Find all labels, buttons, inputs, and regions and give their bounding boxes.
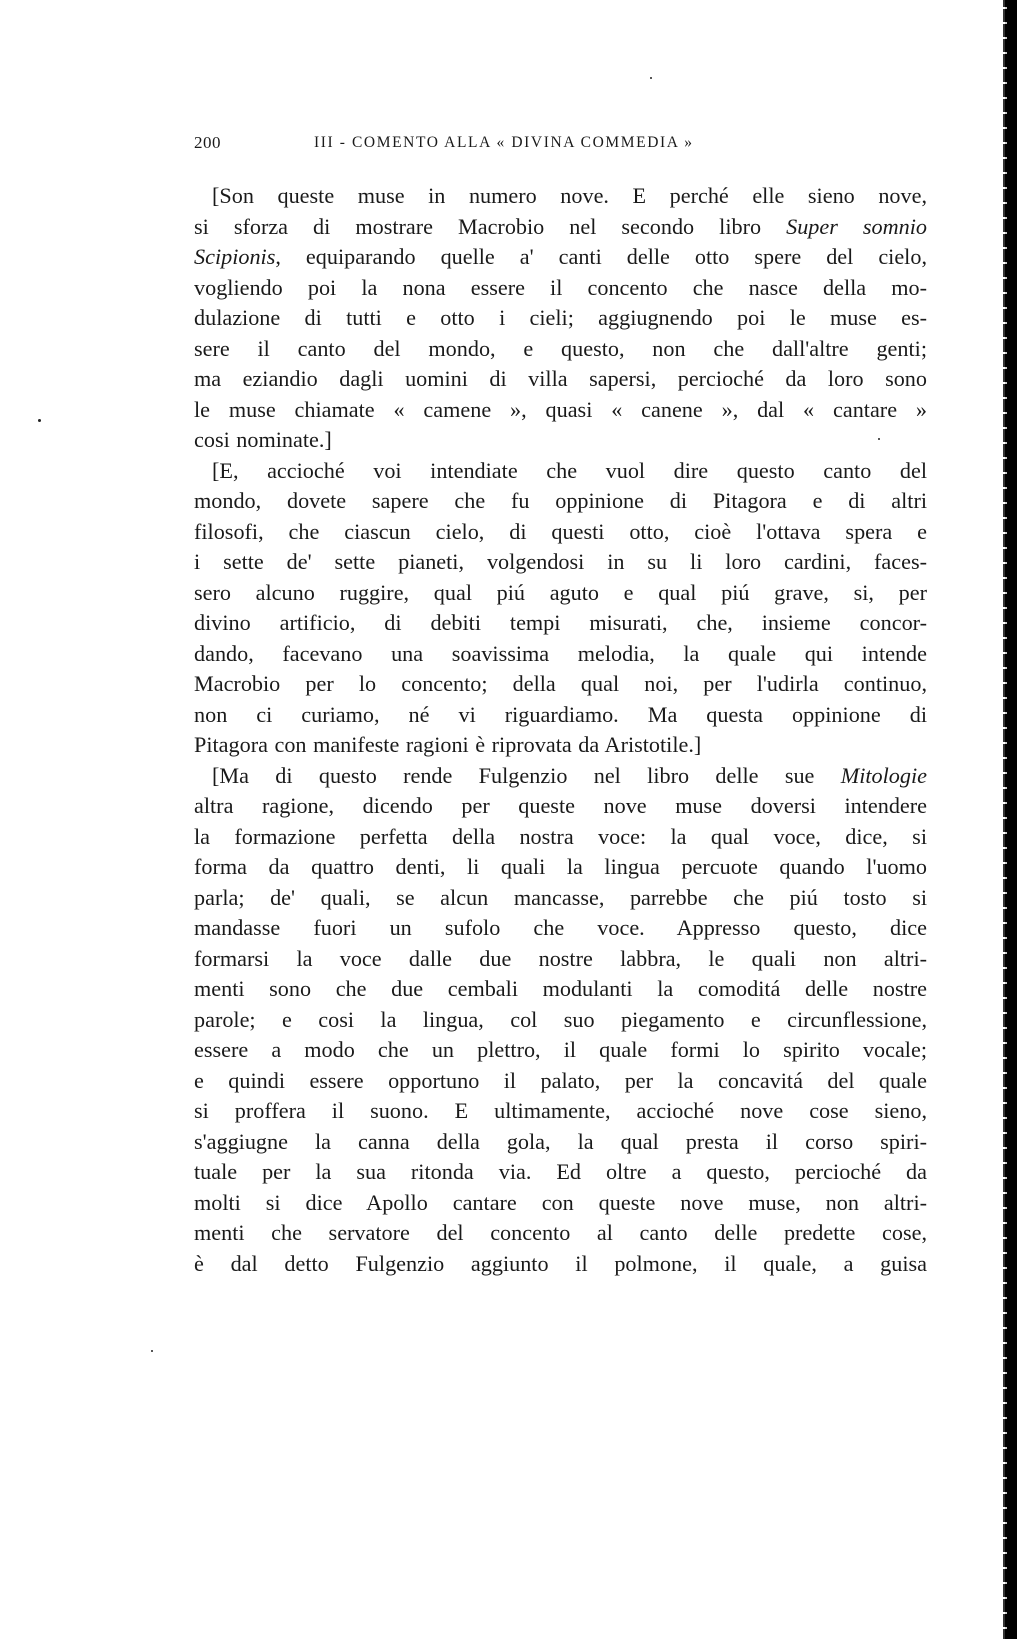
- text-line: menti sono che due cembali modulanti la comoditá delle nostre: [194, 976, 927, 1001]
- text-line: la formazione perfetta della nostra voce: la qual voce, dice, si: [194, 823, 927, 849]
- text-line: Macrobio per lo concento; della qual noi, per l'udirla continuo,: [194, 671, 927, 696]
- text-line: vogliendo poi la nona essere il concento che nasce della mo-: [194, 274, 927, 300]
- text-segment: [Ma di questo rende Fulgenzio nel libro delle sue: [212, 762, 841, 788]
- text-line: le muse chiamate « camene », quasi « canene », dal « cantare »: [194, 396, 927, 422]
- italic-title: Mitologie: [840, 762, 927, 788]
- text-line: forma da quattro denti, li quali la lingua percuote quando l'uomo: [194, 854, 927, 879]
- text-segment: si sforza di mostrare Macrobio nel secondo libro: [194, 213, 787, 239]
- text-line: parole; e cosi la lingua, col suo piegamento e circunflessione,: [194, 1006, 927, 1032]
- text-line: dando, facevano una soavissima melodia, la quale qui intende: [194, 640, 927, 666]
- text-line: non ci curiamo, né vi riguardiamo. Ma questa oppinione di: [194, 701, 927, 727]
- body-text: [194, 181, 927, 1279]
- text-line: tuale per la sua ritonda via. Ed oltre a questo, percioché da: [194, 1159, 927, 1184]
- text-line: [194, 761, 927, 792]
- text-line: essere a modo che un plettro, il quale formi lo spirito vocale;: [194, 1037, 927, 1062]
- text-line: si proffera il suono. E ultimamente, accioché nove cose sieno,: [194, 1098, 927, 1123]
- italic-title: Super somnio: [786, 213, 927, 239]
- text-line: cosi nominate.]: [194, 427, 332, 452]
- text-line: formarsi la voce dalle due nostre labbra, le quali non altri-: [194, 945, 927, 971]
- text-line: filosofi, che ciascun cielo, di questi otto, cioè l'ottava spera e: [194, 518, 927, 544]
- text-line: [194, 242, 927, 273]
- italic-title: Scipionis: [194, 244, 276, 269]
- text-line: divino artificio, di debiti tempi misurati, che, insieme concor-: [194, 610, 927, 635]
- text-line: sere il canto del mondo, e questo, non che dall'altre genti;: [194, 335, 927, 361]
- text-segment: , equiparando quelle a' canti delle otto spere del cielo,: [275, 244, 927, 269]
- text-line: altra ragione, dicendo per queste nove muse doversi intendere: [194, 793, 927, 818]
- scan-border-edge: [1003, 0, 1007, 1639]
- text-line: mondo, dovete sapere che fu oppinione di Pitagora e di altri: [194, 488, 927, 513]
- text-line: molti si dice Apollo cantare con queste nove muse, non altri-: [194, 1189, 927, 1215]
- text-line: menti che servatore del concento al canto delle predette cose,: [194, 1220, 927, 1245]
- text-line: [194, 212, 927, 243]
- text-line: mandasse fuori un sufolo che voce. Appresso questo, dice: [194, 915, 927, 940]
- text-line: [E, accioché voi intendiate che vuol dire questo canto del: [212, 457, 927, 483]
- text-line: ma eziandio dagli uomini di villa sapersi, percioché da loro sono: [194, 366, 927, 391]
- text-line: [Son queste muse in numero nove. E perché elle sieno nove,: [212, 183, 927, 208]
- text-line: i sette de' sette pianeti, volgendosi in su li loro cardini, faces-: [194, 549, 927, 574]
- text-line: dulazione di tutti e otto i cieli; aggiugnendo poi le muse es-: [194, 305, 927, 330]
- text-line: sero alcuno ruggire, qual piú aguto e qual piú grave, si, per: [194, 579, 927, 605]
- text-line: è dal detto Fulgenzio aggiunto il polmone, il quale, a guisa: [194, 1250, 927, 1276]
- text-line: parla; de' quali, se alcun mancasse, parrebbe che piú tosto si: [194, 884, 927, 910]
- running-head: III - COMENTO ALLA « DIVINA COMMEDIA »: [314, 134, 694, 151]
- page-number: 200: [194, 133, 221, 152]
- text-line: e quindi essere opportuno il palato, per la concavitá del quale: [194, 1067, 927, 1093]
- scan-speck: [38, 419, 41, 422]
- scan-speck: [151, 1350, 153, 1352]
- text-line: s'aggiugne la canna della gola, la qual presta il corso spiri-: [194, 1128, 927, 1154]
- scan-speck: [650, 77, 652, 79]
- text-line: Pitagora con manifeste ragioni è riprovata da Aristotile.]: [194, 732, 702, 757]
- page-header: [194, 133, 924, 157]
